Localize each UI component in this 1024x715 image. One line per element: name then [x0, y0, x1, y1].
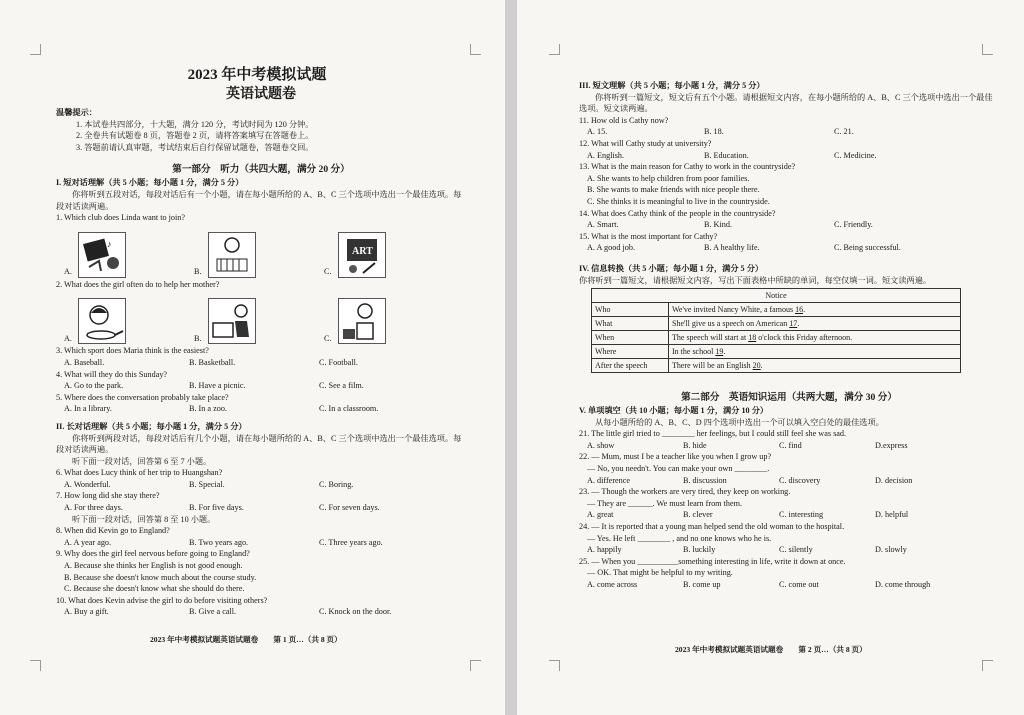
q3-options [56, 357, 466, 369]
option: A. Because she thinks her English is not good enough. [64, 561, 243, 571]
music-club-picture [78, 232, 126, 278]
notice-item: 3. 答题前请认真审题，考试结束后自行保留试题卷，答题卷交回。 [76, 142, 314, 152]
section-2-instructions: 你将听到两段对话，每段对话后有几个小题，请在每小题所给的 A、B、C 三个选项中选出一个最佳选项。每段对话读两遍。 [56, 433, 462, 455]
option: D. come through [875, 580, 931, 589]
q2-option-c [316, 298, 446, 344]
option: D. decision [875, 475, 913, 485]
question-10: 10. What does Kevin advise the girl to do before visiting others? [56, 595, 268, 605]
row-label: Where [592, 345, 669, 359]
q23-options [579, 509, 999, 521]
crop-mark [470, 44, 481, 55]
option: B. Give a call. [189, 607, 237, 617]
notice-table-header: Notice [592, 289, 961, 303]
option: B. She wants to make friends with nice people there. [587, 185, 760, 195]
option: B. come up [683, 580, 721, 589]
option: A. English. [587, 150, 625, 160]
option: A. For three days. [64, 503, 123, 513]
question-8: 8. When did Kevin go to England? [56, 526, 170, 536]
option: B. Have a picnic. [189, 381, 246, 391]
option: A. show [587, 440, 615, 450]
row-text: The speech will start at 18 o'clock this Friday afternoon. [669, 331, 961, 345]
table-row [592, 345, 961, 359]
option: A. Go to the park. [64, 381, 124, 391]
section-4-title: IV. 信息转换（共 5 小题；每小题 1 分，满分 5 分） [579, 263, 764, 273]
option: A. Wonderful. [64, 479, 111, 489]
computer-picture [208, 298, 256, 344]
option-label: A. [64, 267, 72, 277]
page-divider [505, 0, 517, 715]
option-label: C. [324, 333, 332, 343]
q1-option-a [56, 232, 186, 278]
row-text: We've invited Nancy White, a famous 16. [669, 303, 961, 317]
question-24-reply: — Yes. He left ________ , and no one knows who he is. [587, 533, 772, 543]
table-row [592, 303, 961, 317]
section-2-sub-instructions: 听下面一段对话，回答第 6 至 7 小题。 [72, 456, 212, 466]
table-row [592, 359, 961, 373]
section-1-title: I. 短对话理解（共 5 小题；每小题 1 分，满分 5 分） [56, 178, 244, 188]
option: C. 21. [834, 127, 854, 137]
section-2-sub-instructions: 听下面一段对话，回答第 8 至 10 小题。 [72, 514, 216, 524]
question-5: 5. Where does the conversation probably take place? [56, 392, 229, 402]
option: B. Special. [189, 479, 225, 489]
option: B. Two years ago. [189, 537, 249, 547]
option: B. 18. [704, 127, 724, 137]
option: B. For five days. [189, 503, 244, 513]
notice-item: 1. 本试卷共四部分，十大题，满分 120 分，考试时间为 120 分钟。 [76, 119, 314, 129]
option: C. In a classroom. [319, 404, 379, 414]
exam-title: 2023 年中考模拟试题 [187, 67, 327, 83]
option: A. A year ago. [64, 537, 112, 547]
option: C. For seven days. [319, 503, 380, 513]
option: A. Baseball. [64, 357, 105, 367]
question-11: 11. How old is Cathy now? [579, 115, 669, 125]
q7-options [56, 502, 466, 514]
q21-options [579, 440, 999, 452]
question-22-reply: — No, you needn't. You can make your own ________. [587, 464, 770, 474]
exam-subtitle: 英语试题卷 [226, 87, 296, 102]
option: D.express [875, 440, 908, 450]
option: C. Friendly. [834, 220, 873, 230]
question-23-reply: — They are ______. We must learn from them. [587, 498, 743, 508]
option: A. Smart. [587, 220, 619, 230]
q15-options [579, 242, 999, 254]
crop-mark [982, 660, 993, 671]
q14-options [579, 219, 999, 231]
section-3-title: III. 短文理解（共 5 小题；每小题 1 分，满分 5 分） [579, 81, 765, 90]
option: C. interesting [779, 510, 824, 520]
section-5-title: V. 单项填空（共 10 小题；每小题 1 分，满分 10 分） [579, 406, 769, 416]
question-6: 6. What does Lucy think of her trip to Huangshan? [56, 468, 223, 478]
option: B. Education. [704, 150, 749, 160]
q4-options [56, 380, 466, 392]
q12-options [579, 150, 999, 162]
option: A. A good job. [587, 243, 635, 253]
option: C. Medicine. [834, 150, 877, 160]
option: A. In a library. [64, 404, 112, 414]
question-25-reply: — OK. That might be helpful to my writing. [587, 568, 733, 578]
row-label: After the speech [592, 359, 669, 373]
question-1: 1. Which club does Linda want to join? [56, 213, 186, 223]
option: C. She thinks it is meaningful to live in the countryside. [587, 196, 770, 206]
option: A. She wants to help children from poor families. [587, 173, 750, 183]
answer-blank[interactable]: 17 [789, 318, 798, 328]
crop-mark [549, 660, 560, 671]
option-label: B. [194, 333, 202, 343]
row-label: What [592, 317, 669, 331]
q22-options [579, 475, 999, 487]
question-21: 21. The little girl tried to ________ her feelings, but I could still feel she was sad. [579, 429, 847, 439]
notice-heading: 温馨提示： [56, 108, 97, 117]
crop-mark [30, 660, 41, 671]
section-1-instructions: 你将听到五段对话，每段对话后有一个小题，请在每小题所给的 A、B、C 三个选项中选出一个最佳选项。每段对话读两遍。 [56, 189, 462, 211]
q11-options [579, 126, 999, 138]
option: C. Three years ago. [319, 537, 383, 547]
option: B. A healthy life. [704, 243, 760, 253]
option: C. See a film. [319, 381, 364, 391]
cooking-picture [78, 298, 126, 344]
section-3-instructions: 你将听到一篇短文，短文后有五个小题。请根据短文内容，在每小题所给的 A、B、C 三个选项中选出一个最佳选项。短文读两遍。 [579, 92, 993, 114]
page-footer: 2023 年中考模拟试题英语试题卷 第 1 页…（共 8 页） [150, 635, 342, 644]
section-4-instructions: 你将听到一篇短文，请根据短文内容，写出下面表格中所缺的单词，每空仅填一词。短文读两遍。 [579, 275, 932, 285]
option: C. silently [779, 545, 813, 555]
option-label: B. [194, 267, 202, 277]
part-1-title: 第一部分 听力（共四大题，满分 20 分） [172, 164, 350, 176]
option: A. happily [587, 545, 622, 555]
row-label: When [592, 331, 669, 345]
q8-options [56, 537, 466, 549]
option: B. luckily [683, 545, 716, 555]
option: B. clever [683, 510, 713, 520]
q5-options [56, 403, 466, 415]
question-15: 15. What is the most important for Cathy? [579, 231, 718, 241]
q2-picture-options [56, 292, 466, 344]
question-4: 4. What will they do this Sunday? [56, 369, 168, 379]
answer-blank[interactable]: 16 [795, 304, 804, 314]
option-label: A. [64, 333, 72, 343]
option: B. In a zoo. [189, 404, 227, 414]
option: B. Kind. [704, 220, 732, 230]
page-1-content [56, 66, 466, 618]
crop-mark [549, 44, 560, 55]
option: A. 15. [587, 127, 608, 137]
option: C. Being successful. [834, 243, 901, 253]
art-club-picture [338, 232, 386, 278]
question-7: 7. How long did she stay there? [56, 491, 160, 501]
option: C. discovery [779, 475, 821, 485]
q1-option-c [316, 232, 446, 278]
answer-blank[interactable]: 19 [715, 346, 724, 356]
question-23: 23. — Though the workers are very tired, they keep on working. [579, 487, 791, 497]
q24-options [579, 544, 999, 556]
option: B. discussion [683, 475, 727, 485]
q25-options [579, 579, 999, 591]
crop-mark [470, 660, 481, 671]
dishwashing-picture [338, 298, 386, 344]
q2-option-a [56, 298, 186, 344]
crop-mark [30, 44, 41, 55]
notice-table [591, 288, 961, 373]
option-label: C. [324, 267, 332, 277]
q10-options [56, 606, 466, 618]
question-25: 25. — When you __________something interesting in life, write it down at once. [579, 556, 846, 566]
answer-blank[interactable]: 18 [748, 332, 757, 342]
exam-page-1 [0, 0, 505, 715]
row-label: Who [592, 303, 669, 317]
question-24: 24. — It is reported that a young man helped send the old woman to the hospital. [579, 522, 845, 532]
option: A. come across [587, 580, 638, 589]
notice-item: 2. 全卷共有试题卷 8 页，答题卷 2 页，请将答案填写在答题卷上。 [76, 131, 314, 141]
chess-club-picture [208, 232, 256, 278]
option: D. helpful [875, 510, 909, 520]
question-12: 12. What will Cathy study at university? [579, 138, 712, 148]
question-22: 22. — Mum, must I be a teacher like you when I grow up? [579, 452, 772, 462]
option: D. slowly [875, 545, 907, 555]
q6-options [56, 479, 466, 491]
page-footer: 2023 年中考模拟试题英语试题卷 第 2 页…（共 8 页） [675, 645, 867, 654]
crop-mark [982, 44, 993, 55]
question-13: 13. What is the main reason for Cathy to work in the countryside? [579, 162, 796, 172]
table-row [592, 331, 961, 345]
row-text: There will be an English 20. [669, 359, 961, 373]
part-2-title: 第二部分 英语知识运用（共两大题，满分 30 分） [681, 392, 897, 404]
option: B. hide [683, 440, 707, 450]
art-sign-text: ART [352, 245, 373, 257]
option: B. Basketball. [189, 357, 236, 367]
table-row [592, 317, 961, 331]
option: A. Buy a gift. [64, 607, 109, 617]
option: A. difference [587, 475, 631, 485]
option: C. Boring. [319, 479, 354, 489]
q1-option-b [186, 232, 316, 278]
question-14: 14. What does Cathy think of the people in the countryside? [579, 208, 776, 218]
svg-text:♪: ♪ [107, 238, 112, 249]
option: C. Knock on the door. [319, 607, 392, 617]
section-2-title: II. 长对话理解（共 5 小题；每小题 1 分，满分 5 分） [56, 421, 247, 431]
q2-option-b [186, 298, 316, 344]
q1-picture-options [56, 226, 466, 278]
option: C. Because she doesn't know what she should do there. [64, 584, 245, 594]
row-text: In the school 19. [669, 345, 961, 359]
row-text: She'll give us a speech on American 17. [669, 317, 961, 331]
section-5-instructions: 从每小题所给的 A、B、C、D 四个选项中选出一个可以填入空白处的最佳选项。 [595, 417, 884, 427]
question-2: 2. What does the girl often do to help her mother? [56, 279, 220, 289]
option: C. find [779, 440, 802, 450]
exam-page-2 [517, 0, 1024, 715]
option: B. Because she doesn't know much about the course study. [64, 572, 257, 582]
option: A. great [587, 510, 614, 520]
question-9: 9. Why does the girl feel nervous before going to England? [56, 549, 250, 559]
option: C. come out [779, 580, 819, 589]
option: C. Football. [319, 357, 358, 367]
page-2-content [579, 80, 999, 591]
question-3: 3. Which sport does Maria think is the easiest? [56, 346, 209, 356]
answer-blank[interactable]: 20 [752, 360, 761, 370]
